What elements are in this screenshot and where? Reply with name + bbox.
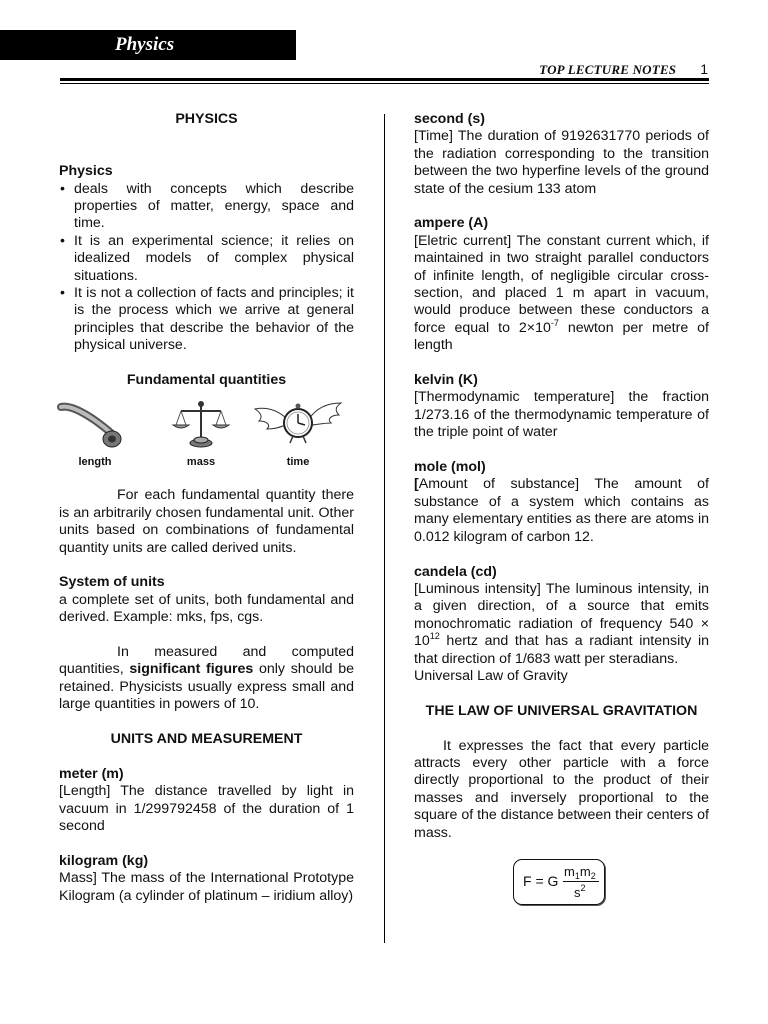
length-label: length	[78, 456, 112, 469]
balance-scale-icon	[161, 397, 241, 455]
law-of-gravitation-paragraph: It expresses the fact that every particle attracts every other particle with a force directly proportional to the product of their masses and inversely proportional to the square of the distance between their centers of mass.	[414, 737, 709, 841]
law-of-gravitation-title: THE LAW OF UNIVERSAL GRAVITATION	[425, 702, 698, 719]
list-item: • deals with concepts which describe properties of matter, energy, space and time.	[59, 181, 354, 233]
gravitation-formula-box	[513, 859, 605, 905]
header-rule-thick	[60, 78, 709, 81]
second-definition: [Time] The duration of 9192631770 periods of the radiation corresponding to the transition between the two hyperfine levels of the ground state of the cesium 133 atom	[414, 128, 709, 197]
running-header	[539, 61, 708, 77]
formula-lhs: F = G	[523, 872, 559, 889]
kilogram-heading: kilogram (kg)	[59, 852, 149, 869]
winged-clock-icon	[253, 397, 343, 455]
right-column	[414, 111, 709, 909]
candela-heading: candela (cd)	[414, 563, 497, 580]
universal-law-of-gravity-line: Universal Law of Gravity	[414, 667, 568, 684]
notes-label: TOP LECTURE NOTES	[539, 62, 677, 77]
subject-title: Physics	[115, 34, 175, 55]
formula-numerator: $m_1m_2$	[564, 863, 596, 881]
mass-figure	[161, 397, 241, 469]
page-number: 1	[700, 61, 708, 77]
formula-denominator: $s^2$	[574, 882, 586, 900]
fundamental-quantities-paragraph: For each fundamental quantity there is an arbitrarily chosen fundamental unit. Other units based on combinations of fundamental quantity units are called derived units.	[59, 487, 354, 556]
length-figure	[55, 397, 135, 469]
kelvin-definition: [Thermodynamic temperature] the fraction 1/273.16 of the thermodynamic temperature of the triple point of water	[414, 389, 709, 441]
candela-definition: [Luminous intensity] The luminous intensity, in a given direction, of a source that emits monochromatic radiation of frequency $540 \times 10^{12}$ hertz and that has a radiant intensity in that direction of 1/683 watt per steradians.	[414, 580, 709, 667]
kilogram-definition: Mass] The mass of the International Prototype Kilogram (a cylinder of platinum – iridium alloy)	[59, 870, 354, 904]
formula-fraction-bar	[563, 881, 599, 882]
time-figure	[253, 397, 343, 469]
time-label: time	[286, 456, 310, 469]
left-column	[59, 111, 354, 905]
column-divider	[384, 114, 385, 943]
list-item: • It is not a collection of facts and principles; it is the process which we arrive at general principles that describe the behavior of the physical universe.	[59, 285, 354, 355]
mole-heading: mole (mol)	[414, 459, 486, 476]
physics-heading: Physics	[59, 163, 113, 180]
header-rule-thin	[60, 83, 709, 84]
second-heading: second (s)	[414, 111, 485, 127]
significant-figures-paragraph: In measured and computed quantities, significant figures only should be retained. Physicists usually express small and large quantities in powers of 10.	[59, 644, 354, 713]
kelvin-heading: kelvin (K)	[414, 372, 478, 389]
meter-definition: [Length] The distance travelled by light in vacuum in 1/299792458 of the duration of 1 second	[59, 783, 354, 835]
fundamental-quantities-figure	[59, 397, 354, 469]
mass-label: mass	[186, 456, 216, 469]
section-title-physics: PHYSICS	[175, 111, 238, 127]
units-and-measurement-title: UNITS AND MEASUREMENT	[110, 731, 303, 748]
physics-bullet-list	[59, 181, 354, 355]
significant-figures-term: significant figures	[129, 661, 254, 678]
mole-definition: [Amount of substance] The amount of substance of a system which contains as many elementary entities as there are atoms in 0.012 kilogram of carbon 12.	[414, 476, 709, 545]
ampere-heading: ampere (A)	[414, 215, 489, 232]
meter-heading: meter (m)	[59, 765, 124, 782]
system-of-units-text: a complete set of units, both fundamental and derived. Example: mks, fps, cgs.	[59, 591, 354, 626]
gravitation-formula-area	[414, 859, 709, 909]
fundamental-quantities-title: Fundamental quantities	[126, 372, 287, 389]
ampere-definition: [Eletric current] The constant current which, if maintained in two straight parallel conductors of infinite length, of negligible circular cross-section, and placed 1 m apart in vacuum, would produce between these conductors a force equal to $2\times 10^{-7}$ newton per metre of length	[414, 232, 710, 354]
system-of-units-heading: System of units	[59, 574, 165, 591]
ruler-tape-icon	[55, 397, 135, 455]
list-item: • It is an experimental science; it relies on idealized models of complex physical situations.	[59, 233, 354, 285]
subject-header-bar	[0, 30, 296, 60]
